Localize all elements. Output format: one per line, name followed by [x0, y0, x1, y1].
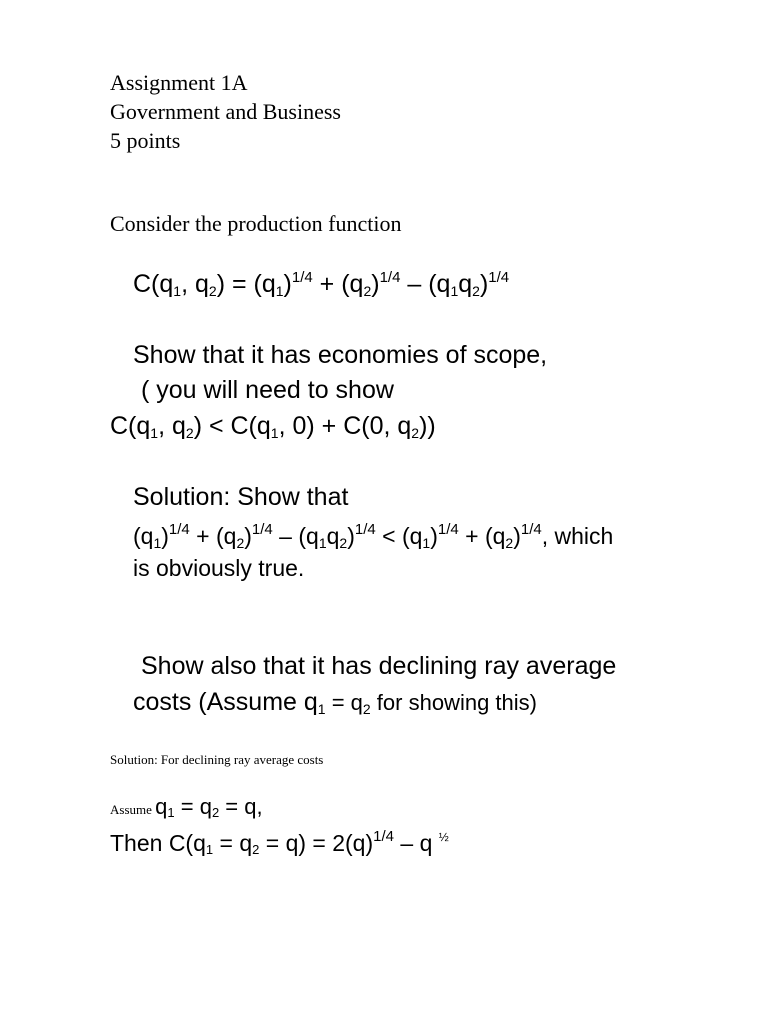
- solution2-heading: Solution: For declining ray average costs: [110, 752, 324, 767]
- scope-inequality: $C(q_1$, $q_2) < C(q_1$, 0) + C(0, $q_2$)): [110, 412, 436, 441]
- scope-line-2: ( you will need to show: [141, 376, 394, 404]
- assignment-title: Assignment 1A: [110, 70, 248, 95]
- ray-line-1: Show also that it has declining ray average: [141, 652, 617, 680]
- solution-heading: Solution: Show that: [133, 483, 349, 511]
- course-name: Government and Business: [110, 99, 341, 124]
- intro-text: Consider the production function: [110, 211, 402, 236]
- points-label: 5 points: [110, 128, 181, 153]
- then-line: Then $C(q1 = q2 = q) = 2(q)^{1/4} - q$ $^{\frac{1}{2}}$: [110, 828, 449, 857]
- solution-inequality: $(q_1)^{1/4} + (q_2)^{1/4} - (q_1q_2)^{1/4} < (q_1)^{1/4} + (q_2)^{1/4}$, which: [133, 521, 614, 551]
- scope-line-1: Show that it has economies of scope,: [133, 341, 548, 369]
- production-function: $C(q_1$, $q_2) = (q_1)^{1/4} + (q_2)^{1/4} - (q_1q_2)^{1/4}$: [133, 269, 510, 299]
- assume-line: Assume q1 = q2 = q,: [110, 794, 263, 820]
- solution-conclusion: is obviously true.: [133, 555, 305, 581]
- ray-line-2: costs (Assume $q_1 = q_2$ for showing this): [133, 688, 537, 717]
